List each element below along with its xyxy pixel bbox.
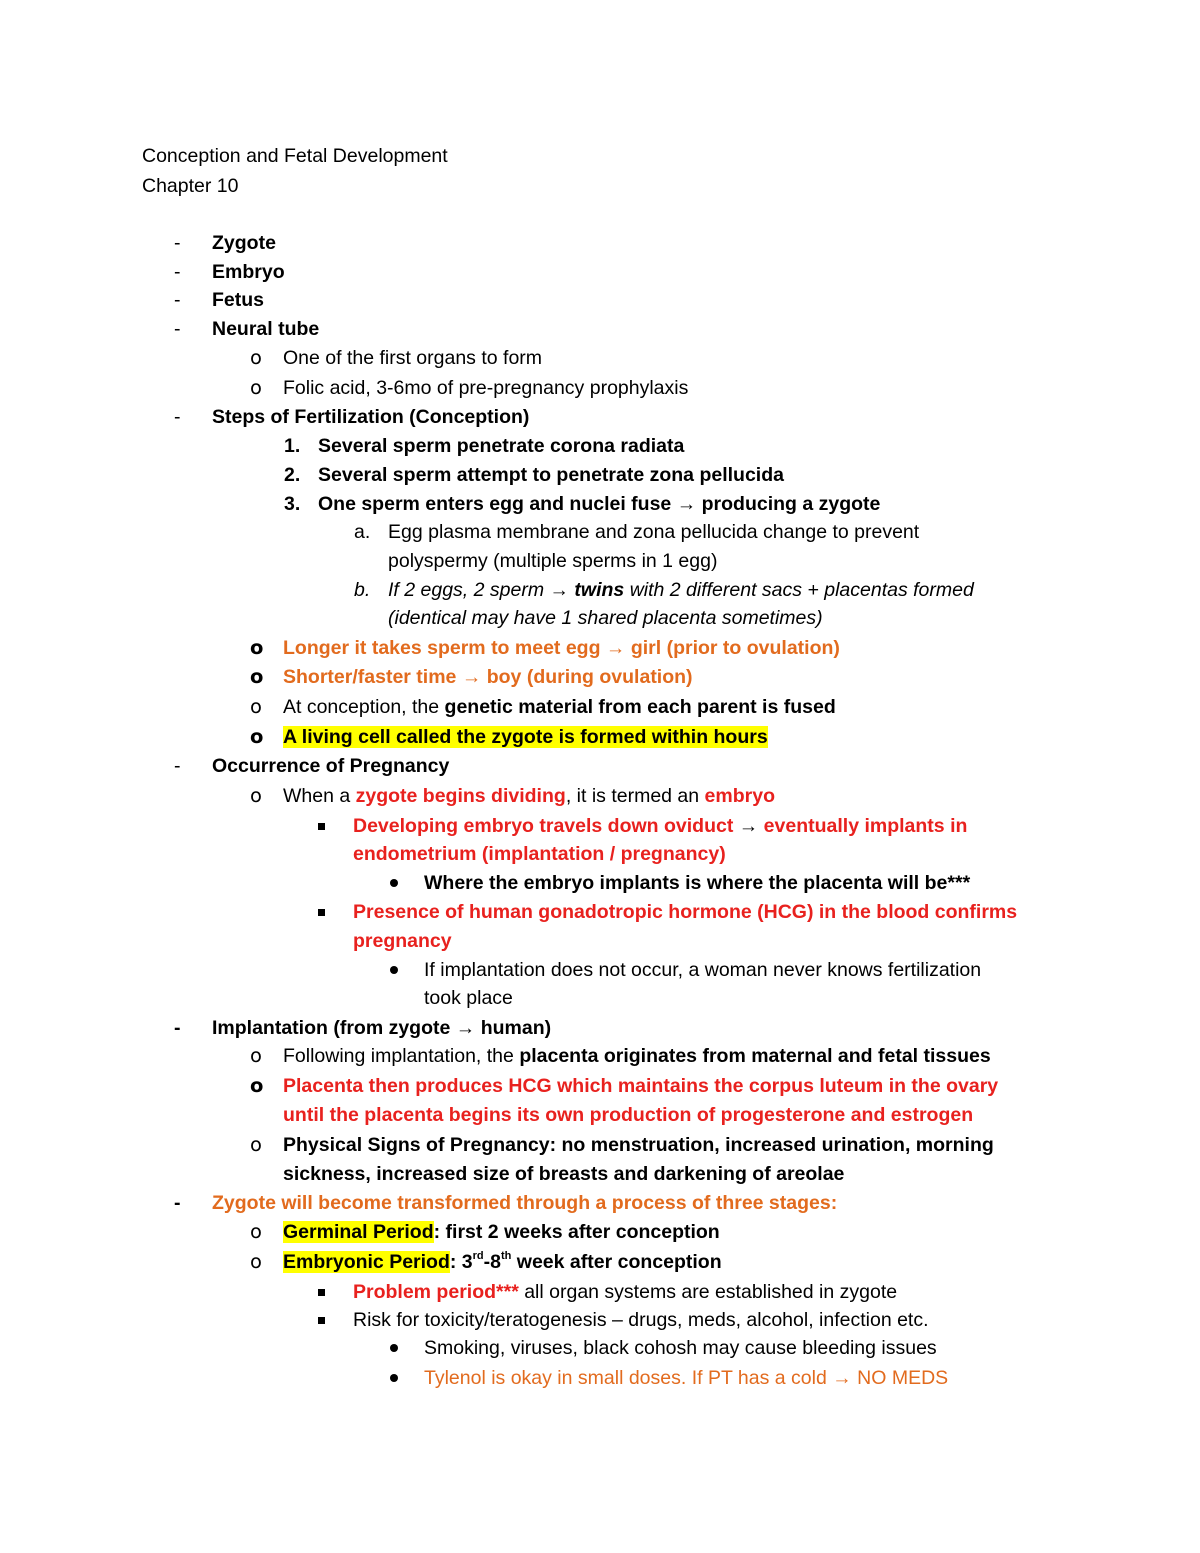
circle-marker: o: [250, 346, 262, 369]
list-item: [250, 376, 688, 400]
circle-marker: o: [250, 784, 262, 807]
item-text: NO MEDS: [857, 1367, 949, 1389]
round-bullet-icon: [390, 879, 398, 887]
list-item: [390, 1336, 937, 1360]
list-item: [250, 695, 836, 719]
list-item: [250, 784, 775, 808]
item-text: Implantation (from zygote: [212, 1017, 451, 1039]
list-item: [390, 958, 981, 982]
list-item: [250, 665, 693, 689]
item-text: : 3: [449, 1251, 473, 1273]
circle-marker: o: [250, 665, 264, 688]
list-item: [250, 1044, 991, 1068]
item-text: Folic acid, 3-6mo of pre-pregnancy prophylaxis: [283, 377, 689, 399]
list-item: [250, 725, 768, 749]
item-text: Neural tube: [212, 318, 320, 340]
list-item: [390, 871, 970, 895]
arrow-icon: →: [832, 1367, 852, 1389]
item-text: : first 2 weeks after conception: [433, 1221, 720, 1243]
list-item: [318, 1280, 897, 1304]
item-text: genetic material from each parent is fused: [444, 696, 836, 718]
item-text: Egg plasma membrane and zona pellucida change to prevent: [388, 521, 920, 543]
square-bullet-icon: [318, 823, 325, 830]
item-text: embryo: [704, 785, 775, 807]
item-continuation: took place: [424, 987, 513, 1009]
item-text: One sperm enters egg and nuclei fuse: [318, 493, 672, 515]
arrow-icon: →: [455, 1017, 476, 1039]
circle-marker: o: [250, 1250, 262, 1273]
arrow-icon: →: [461, 666, 482, 688]
list-item: [318, 900, 1017, 924]
list-item: [174, 405, 529, 429]
list-item: [174, 1191, 837, 1215]
letter-marker: a.: [354, 521, 371, 543]
dash-marker: -: [174, 232, 181, 254]
item-text: Steps of Fertilization (Conception): [212, 406, 530, 428]
list-item: [250, 1250, 722, 1274]
list-item: [250, 1133, 994, 1157]
circle-marker: o: [250, 376, 262, 399]
item-text: human): [480, 1017, 552, 1039]
item-text: Physical Signs of Pregnancy: no menstruation, increased urination, morning: [283, 1134, 994, 1156]
item-text: producing a zygote: [701, 493, 881, 515]
item-continuation: pregnancy: [353, 930, 452, 952]
item-text: Several sperm attempt to penetrate zona pellucida: [318, 464, 784, 486]
square-bullet-icon: [318, 1289, 325, 1296]
item-text: -8: [483, 1251, 501, 1273]
item-text: Developing embryo travels down oviduct: [353, 815, 734, 837]
item-text: At conception, the: [283, 696, 440, 718]
item-text: boy (during ovulation): [486, 666, 693, 688]
item-text: Embryo: [212, 261, 285, 283]
number-marker: 2.: [284, 464, 301, 486]
item-text: Longer it takes sperm to meet egg: [283, 637, 601, 659]
circle-marker: o: [250, 725, 264, 748]
lettered-item: [354, 578, 974, 602]
item-continuation: endometrium (implantation / pregnancy): [353, 843, 726, 865]
item-continuation: sickness, increased size of breasts and darkening of areolae: [283, 1163, 845, 1185]
square-bullet-icon: [318, 1317, 325, 1324]
round-bullet-icon: [390, 1344, 398, 1352]
list-item: [250, 636, 840, 660]
list-item: [250, 1220, 720, 1244]
dash-marker: -: [174, 1017, 181, 1039]
chapter-label: Chapter 10: [142, 175, 239, 197]
list-item: [174, 231, 276, 255]
item-text: Zygote: [212, 232, 276, 254]
list-item: [174, 317, 319, 341]
round-bullet-icon: [390, 966, 398, 974]
item-text: with 2 different sacs + placentas formed: [629, 579, 974, 601]
numbered-item: [284, 492, 880, 516]
item-text: Fetus: [212, 289, 265, 311]
dash-marker: -: [174, 1192, 181, 1214]
circle-marker: o: [250, 1220, 262, 1243]
item-text: placenta originates from maternal and fetal tissues: [519, 1045, 991, 1067]
item-text: Smoking, viruses, black cohosh may cause bleeding issues: [424, 1337, 937, 1359]
list-item: [250, 1074, 998, 1098]
circle-marker: o: [250, 1074, 264, 1097]
arrow-icon: →: [605, 637, 626, 659]
circle-marker: o: [250, 1044, 262, 1067]
lettered-item: [354, 520, 919, 544]
item-text: eventually implants in: [763, 815, 968, 837]
circle-marker: o: [250, 1133, 262, 1156]
number-marker: 1.: [284, 435, 301, 457]
item-text: Risk for toxicity/teratogenesis – drugs, meds, alcohol, infection etc.: [353, 1309, 929, 1331]
item-text: Zygote will become transformed through a process of three stages:: [212, 1192, 838, 1214]
list-item: [174, 754, 449, 778]
list-item: [318, 814, 967, 838]
dash-marker: -: [174, 406, 181, 428]
dash-marker: -: [174, 289, 181, 311]
item-text: , it is termed an: [565, 785, 700, 807]
item-text: Occurrence of Pregnancy: [212, 755, 450, 777]
list-item: [250, 346, 542, 370]
list-item: [174, 288, 264, 312]
page-title: Conception and Fetal Development: [142, 145, 448, 167]
item-text: Placenta then produces HCG which maintains the corpus luteum in the ovary: [283, 1075, 999, 1097]
circle-marker: o: [250, 636, 264, 659]
superscript: th: [500, 1250, 512, 1262]
superscript: rd: [472, 1250, 484, 1262]
number-marker: 3.: [284, 493, 301, 515]
item-text: If implantation does not occur, a woman never knows fertilization: [424, 959, 982, 981]
numbered-item: [284, 463, 784, 487]
item-text: Where the embryo implants is where the placenta will be***: [424, 872, 971, 894]
item-continuation: (identical may have 1 shared placenta sometimes): [388, 607, 823, 629]
item-text: Shorter/faster time: [283, 666, 457, 688]
item-text: Several sperm penetrate corona radiata: [318, 435, 685, 457]
dash-marker: -: [174, 318, 181, 340]
item-text: all organ systems are established in zygote: [518, 1281, 898, 1303]
highlighted-text: A living cell called the zygote is formed within hours: [283, 726, 768, 748]
square-bullet-icon: [318, 909, 325, 916]
item-text: Problem period***: [353, 1281, 519, 1303]
list-item: [174, 1016, 551, 1040]
item-text: twins: [574, 579, 625, 601]
arrow-icon: →: [738, 815, 759, 837]
item-text: zygote begins dividing: [355, 785, 566, 807]
circle-marker: o: [250, 695, 262, 718]
item-continuation: polyspermy (multiple sperms in 1 egg): [388, 550, 718, 572]
list-item: [390, 1366, 948, 1390]
dash-marker: -: [174, 261, 181, 283]
item-text: If 2 eggs, 2 sperm: [388, 579, 545, 601]
letter-marker: b.: [354, 579, 371, 601]
highlighted-text: Germinal Period: [283, 1221, 434, 1243]
item-text: week after conception: [511, 1251, 722, 1273]
item-text: Following implantation, the: [283, 1045, 514, 1067]
item-text: girl (prior to ovulation): [630, 637, 840, 659]
item-text: One of the first organs to form: [283, 347, 543, 369]
dash-marker: -: [174, 755, 181, 777]
round-bullet-icon: [390, 1374, 398, 1382]
numbered-item: [284, 434, 684, 458]
arrow-icon: →: [676, 493, 697, 515]
highlighted-text: Embryonic Period: [283, 1251, 450, 1273]
list-item: [174, 260, 285, 284]
item-text: Tylenol is okay in small doses. If PT has a cold: [424, 1367, 827, 1389]
item-text: When a: [283, 785, 351, 807]
arrow-icon: →: [549, 579, 569, 601]
item-text: Presence of human gonadotropic hormone (HCG) in the blood confirms: [353, 901, 1018, 923]
item-continuation: until the placenta begins its own production of progesterone and estrogen: [283, 1104, 974, 1126]
list-item: [318, 1308, 929, 1332]
